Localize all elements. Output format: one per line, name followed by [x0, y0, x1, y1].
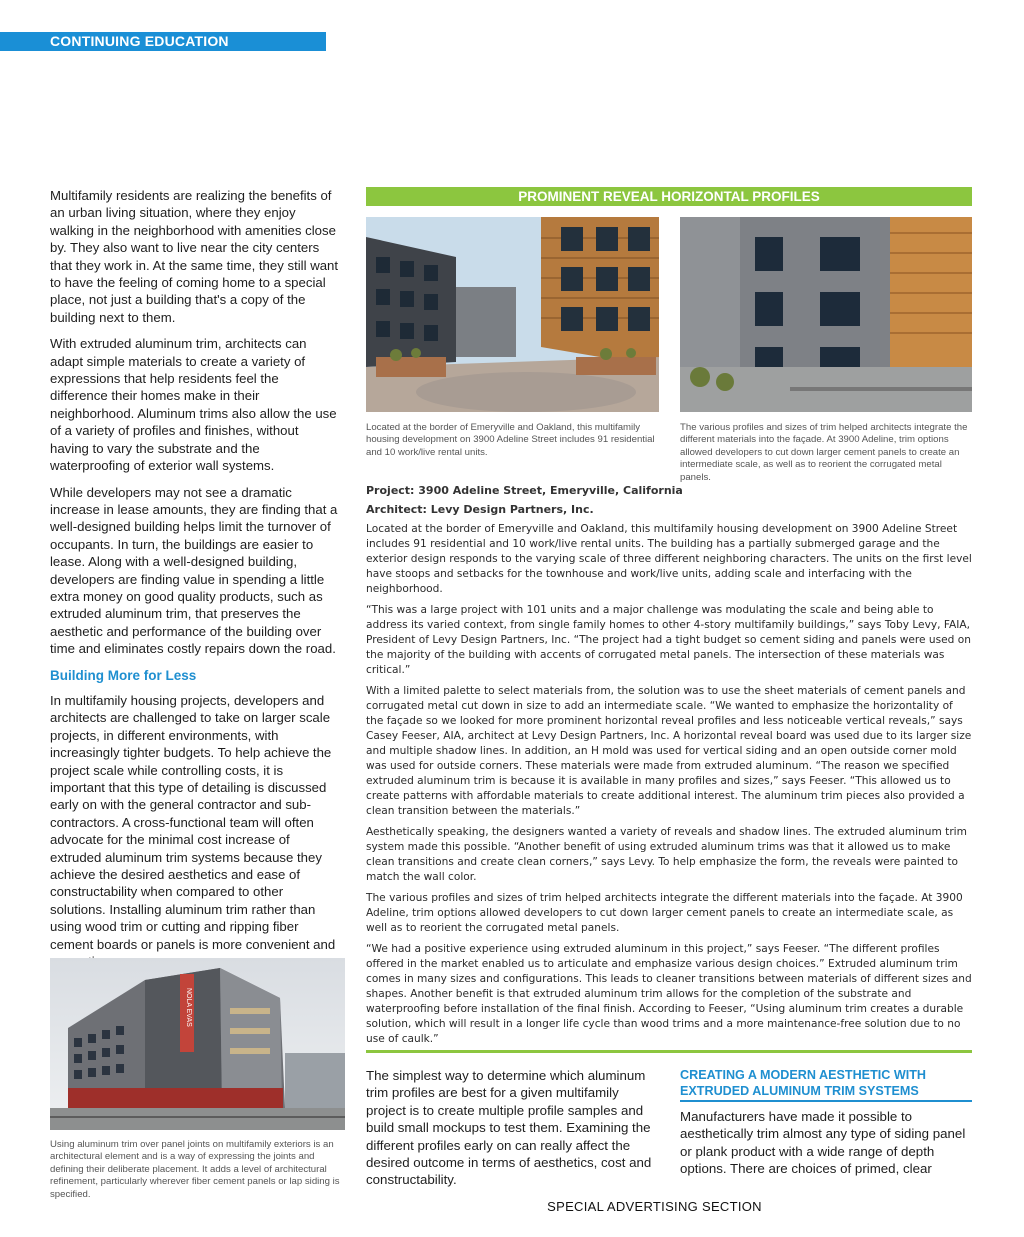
building-photo-left: [50, 958, 345, 1130]
courtyard-photo: [366, 217, 659, 412]
section-subhead: Building More for Less: [50, 667, 197, 683]
article-paragraph: With extruded aluminum trim, architects can adapt simple materials to create a variety of expressions that help residents feel the difference their homes make in their neighborhood. Aluminum trims also allow the use of a variety of profiles and finishes, without having to vary the substrate and the waterproofing of exterior wall systems.: [50, 336, 337, 474]
feature-body: [366, 522, 972, 1053]
building-sign-text: NOLA EVAS: [185, 988, 192, 1027]
courtyard-photo-caption: Located at the border of Emeryville and Oakland, this multifamily housing development on 3900 Adeline Street includes 91 residential and 10 work/live rental units.: [366, 422, 655, 458]
facade-photo-caption: The various profiles and sizes of trim helped architects integrate the different materials into the façade. At 3900 Adeline, trim options allowed developers to cut down larger cement panels to create an intermediate scale, as well as to reorient the corrugated metal panels.: [680, 422, 968, 483]
project-label: Project: 3900 Adeline Street, Emeryville, California: [366, 484, 683, 497]
feature-paragraph: Located at the border of Emeryville and Oakland, this multifamily housing development on 3900 Adeline Street includes 91 residential and 10 work/live rental units. The building has a partially submerged garage and the exterior design responds to the varying scale of three different neighboring characters. The units on the first level have stoops and setbacks for the townhouse and work/live units, adding scale and interfacing with the neighborhood.: [366, 523, 972, 595]
feature-paragraph: Aesthetically speaking, the designers wanted a variety of reveals and shadow lines. The extruded aluminum trim system made this possible. “Another benefit of using extruded aluminum trims was that it allowed us to make clean transitions and create clean corners,” says Levy. To help emphasize the form, the reveals were painted to match the wall color.: [366, 826, 967, 883]
feature-paragraph: The various profiles and sizes of trim helped architects integrate the different materials into the façade. At 3900 Adeline, trim options allowed developers to cut down larger cement panels to create an intermediate scale, as well as to reorient the corrugated metal panels.: [366, 892, 963, 934]
mockup-paragraph: The simplest way to determine which aluminum trim profiles are best for a given multifamily project is to create multiple profile samples and build small mockups to test them. Examining the different profiles early on can really affect the desired outcome in terms of aesthetics, cost and constructability.: [366, 1068, 652, 1188]
left-article-column: [50, 187, 340, 979]
blue-divider: [680, 1100, 972, 1102]
feature-paragraph: “This was a large project with 101 units and a major challenge was modulating the scale and being able to address its varied context, from single family homes to other 4-story multifamily buildings,” says Toby Levy, FAIA, President of Levy Design Partners, Inc. “The project had a tight budget so cement siding and panels were used on the majority of the building with accents of corrugated metal panels. The intersection of these materials was critical.”: [366, 604, 971, 676]
green-divider: [366, 1050, 972, 1053]
footer-label: SPECIAL ADVERTISING SECTION: [547, 1199, 762, 1214]
article-paragraph: Multifamily residents are realizing the benefits of an urban living situation, where they enjoy walking in the neighborhood with amenities close by. They also want to live near the city centers that they work in. At the same time, they still want to have the feeling of coming home to a special place, not just a building that's a copy of the building next to them.: [50, 188, 339, 325]
section-banner: [0, 32, 326, 51]
left-photo-caption: Using aluminum trim over panel joints on multifamily exteriors is an architectural element and is a way of expressing the joints and defining their deliberate placement. It adds a level of architectural refinement, particularly wherever fiber cement panels or lap siding is specified.: [50, 1139, 340, 1200]
footer: [0, 1199, 1024, 1214]
facade-photo: [680, 217, 972, 412]
feature-paragraph: “We had a positive experience using extruded aluminum in this project,” says Feeser. “The different profiles offered in the market enabled us to articulate and emphasize various design choices.” Extruded aluminum trim comes in many sizes and configurations. This leads to cleaner transitions between materials of different sizes and shapes. Another benefit is that extruded aluminum trim allows for the completion of the substrate and waterproofing before installation of the final finish. According to Feeser, “Using aluminum trim creates a durable solution, which will result in a longer life cycle than wood trims and a more maintenance-free solution due to no use of caulk.”: [366, 943, 972, 1045]
manufacturers-paragraph: Manufacturers have made it possible to aesthetically trim almost any type of siding panel or plank product with a wide range of depth options. There are choices of primed, clear: [680, 1109, 966, 1177]
modern-aesthetic-heading: CREATING A MODERN AESTHETIC WITH EXTRUDED ALUMINUM TRIM SYSTEMS: [680, 1068, 927, 1098]
feature-paragraph: With a limited palette to select materials from, the solution was to use the sheet materials of cement panels and corrugated metal cut down in size to add an intermediate scale. “We wanted to emphasize the horizontality of the façade so we looked for more prominent horizontal reveal profiles and less noticeable vertical reveals,” says Casey Feeser, AIA, architect at Levy Design Partners, Inc. A horizontal reveal board was used due to its larger size and multiple shadow lines. In addition, an H mold was used for vertical siding and an open outside corner mold was used for outside corners. These materials were made from extruded aluminum. “The reason we specified extruded aluminum trim is because it is available in many profiles and sizes,” says Feeser. “This allowed us to create patterns with affordable materials to create additional interest. The aluminum trim pieces also provided a clean transition between the materials.”: [366, 685, 972, 817]
article-paragraph: While developers may not see a dramatic increase in lease amounts, they are finding that a well-designed building helps limit the turnover of occupants. In turn, the buildings are easier to lease. Along with a well-designed building, developers are finding value in spending a little extra money on good quality products, such as extruded aluminum trim, that preserves the aesthetic and performance of the building over time and eliminates costly repairs down the road.: [50, 484, 338, 657]
architect-label: Architect: Levy Design Partners, Inc.: [366, 503, 594, 516]
feature-heading: PROMINENT REVEAL HORIZONTAL PROFILES: [366, 187, 972, 206]
section-label: CONTINUING EDUCATION: [50, 33, 229, 49]
article-paragraph: In multifamily housing projects, developers and architects are challenged to take on larger scale projects, in different environments, with increasingly tighter budgets. To help achieve the project scale while controlling costs, it is important that this type of detailing is discussed early on with the general contractor and sub-contractors. A cross-functional team will often advocate for the minimal cost increase of extruded aluminum trim systems because they achieve the desired aesthetics and ease of constructability when compared to other solutions. Installing aluminum trim rather than using wood trim or cutting and ripping fiber cement boards or panels is more convenient and: [50, 692, 336, 952]
